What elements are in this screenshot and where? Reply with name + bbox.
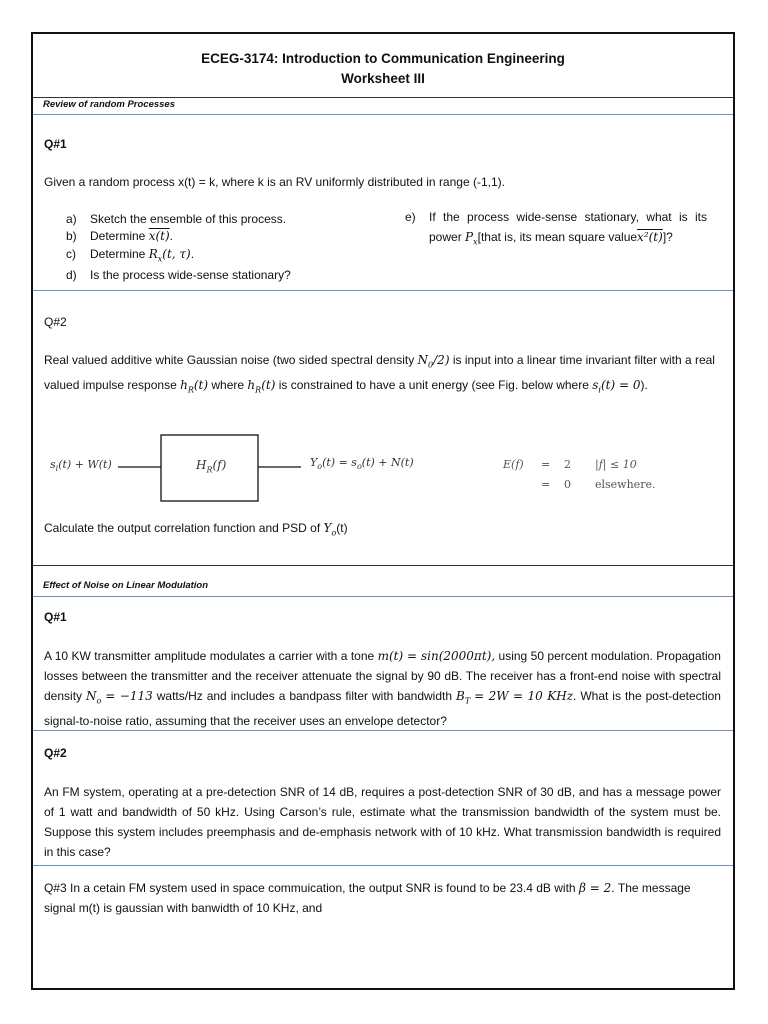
section-divider [33,596,733,597]
worksheet-header [33,34,733,89]
question-label: Q#2 [44,315,67,329]
question-divider [33,730,733,731]
question-divider [33,865,733,866]
input-signal-label: $s_i(t) + W(t)$ [50,458,112,474]
section-divider [33,114,733,115]
list-item: e) If the process wide-sense stationary, what is its power $P_x[that$ is, its mean square valuex²(t)]? [405,210,707,247]
header-divider [33,97,733,98]
question-label: Q#2 [44,746,67,760]
question-text: Q#3 In a cetain FM system used in space commuication, the output SNR is found to be 23.4 dB with β = 2. The message signal m(t) is gaussian with banwidth of 10 KHz, and [44,881,691,915]
filter-label: $H_R(f)$ [196,458,227,475]
section-divider [33,565,733,566]
worksheet-title: Worksheet III [341,71,425,86]
list-item: d) Is the process wide-sense stationary? [66,268,291,283]
section-title-noise-linear-modulation: Effect of Noise on Linear Modulation [43,580,209,591]
output-signal-label: $Y_o(t) = s_o(t) + N(t)$ [310,456,414,472]
question-text: Given a random process x(t) = k, where k is an RV uniformly distributed in range (-1,1). [44,175,505,189]
question-text: Real valued additive white Gaussian noise (two sided spectral density $N_0/2$) is input into a linear time invariant filter with a real valued impulse response $h_R(t)$ where $h_R(t)$ is constrained to have a unit energy (see Fig. below where $s_i(t) = 0$). [44,353,715,395]
question-parts-list [66,211,291,285]
question-text: A 10 KW transmitter amplitude modulates a carrier with a tone m(t) = sin(2000πt), using 50 percent modulation. Propagation losses between the transmitter and the receiver attenuate the signal by 90 dB. The receiver has a front-end noise with spectral density $N_o = -113$ watts/Hz and includes a bandpass filter with bandwidth $B_T = 2W = 10$ KHz. What is the post-detection signal-to-noise ratio, assuming that the receiver uses an envelope detector? [44,649,721,729]
list-item: b) Determine x(t). [66,229,173,244]
question-text: Calculate the output correlation function and PSD of $Y_o(t)$ [44,521,348,538]
list-item: a) Sketch the ensemble of this process. [66,212,287,226]
course-title: ECEG-3174: Introduction to Communication Engineering [201,51,565,66]
question-label: Q#1 [44,137,67,151]
question-text: An FM system, operating at a pre-detection SNR of 14 dB, requires a post-detection SNR of 30 dB, and has a message power of 1 watt and bandwidth of 50 kHz. Using Carson’s rule, estimate what the transmission bandwidth of the system must be. Suppose this system includes preemphasis and de-emphasis network with of 10 kHz. What transmission bandwidth is required in this case? [44,785,721,859]
question-divider [33,290,733,291]
list-item: c) Determine $R_x(t$, τ). [66,246,195,263]
question-label: Q#1 [44,610,67,624]
section-title-random-processes: Review of random Processes [43,99,175,110]
energy-spectrum-definition: E(f) = 2 |f| ≤ 10 = 0 elsewhere. [503,458,656,491]
worksheet-page [31,32,735,990]
